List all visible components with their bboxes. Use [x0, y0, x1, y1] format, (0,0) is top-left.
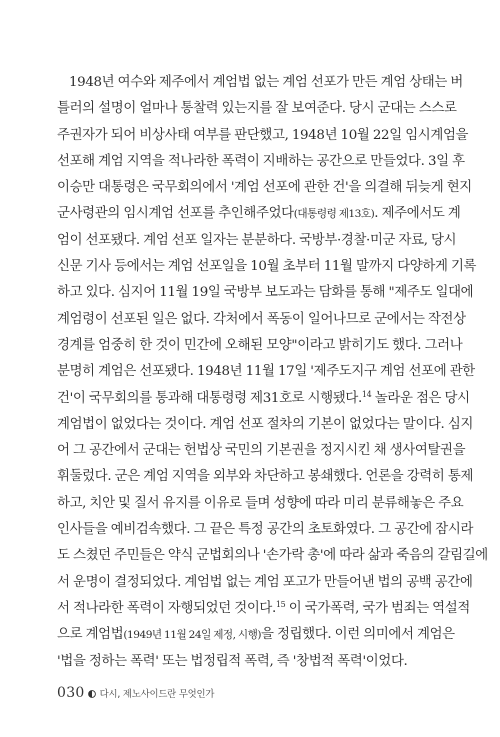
text-line: 계엄법이 없었다는 것이다. 계엄 선포 절차의 기본이 없었다는 말이다. 심지: [57, 416, 474, 432]
text-line: [57, 596, 470, 622]
text-line: [57, 622, 455, 648]
citation-text: (1949년 11월 24일 제정, 시행): [123, 629, 262, 642]
citation-text: (대통령령 제13호): [293, 208, 375, 221]
running-title: 다시, 제노사이드란 무엇인가: [99, 689, 215, 700]
text-line: 인사들을 예비검속했다. 그 끝은 특정 공간의 초토화였다. 그 공간에 잠시라: [57, 522, 474, 538]
text-line: 틀러의 설명이 얼마나 통찰력 있는지를 잘 보여준다. 당시 군대는 스스로: [57, 101, 457, 117]
text-run: . 제주에서도 계: [374, 206, 461, 222]
text-line: 계엄령이 선포된 일은 없다. 각처에서 폭동이 일어나므로 군에서는 작전상: [57, 311, 466, 327]
footnote-marker: 14: [361, 389, 372, 399]
text-line: 하고 있다. 심지어 11월 19일 국방부 보도과는 담화를 통해 "제주도 일대에: [57, 285, 474, 301]
text-line: 어 그 공간에서 군대는 헌법상 국민의 기본권을 정지시킨 채 생사여탈권을: [57, 443, 466, 459]
text-line: 신문 기사 등에서는 계엄 선포일을 10월 초부터 11월 말까지 다양하게 기록: [57, 259, 477, 275]
page-number: 030: [57, 685, 85, 701]
text-line: 하고, 치안 및 질서 유지를 이유로 들며 성향에 따라 미리 분류해놓은 주요: [57, 495, 464, 511]
text-line: '법을 정하는 폭력' 또는 법정립적 폭력, 즉 '창법적 폭력'이었다.: [57, 653, 408, 669]
text-line: 주권자가 되어 비상사태 여부를 판단했고, 1948년 10월 22일 임시계엄을: [57, 127, 469, 143]
text-line: [57, 70, 463, 96]
body-paragraph: [57, 70, 488, 675]
text-line: [57, 386, 470, 412]
text-line: 분명히 계엄은 선포됐다. 1948년 11월 17일 '제주도지구 계엄 선포에 관한: [57, 364, 475, 380]
text-line: 이승만 대통령은 국무회의에서 '계엄 선포에 관한 건'을 의결해 뒤늦게 현지: [57, 180, 472, 196]
text-line: 휘둘렀다. 군은 계엄 지역을 외부와 차단하고 봉쇄했다. 언론을 강력히 통제: [57, 469, 474, 485]
text-run: 이 국가폭력, 국가 범죄는 역설적: [285, 600, 470, 616]
text-run: 1948년 여수와 제주에서 계엄법 없는 계엄 선포가 만든 계엄 상태는 버: [69, 75, 463, 90]
text-line: 선포해 계엄 지역을 적나라한 폭력이 지배하는 공간으로 만들었다. 3일 후: [57, 153, 465, 169]
text-run: 놀라운 점은 당시: [371, 390, 470, 406]
text-line: [57, 201, 461, 227]
text-line: 도 스쳤던 주민들은 약식 군법회의나 '손가락 총'에 따라 삶과 죽음의 갈림길에: [57, 548, 488, 564]
half-filled-circle-icon: [88, 689, 96, 697]
footnote-marker: 15: [275, 599, 286, 609]
page-footer: [57, 685, 214, 701]
text-run: 군사령관의 임시계엄 선포를 추인해주었다: [57, 206, 294, 222]
text-line: 엄이 선포됐다. 계엄 선포 일자는 분분하다. 국방부·경찰·미군 자료, 당시: [57, 232, 457, 248]
text-run: 건'이 국무회의를 통과해 대통령령 제31호로 시행됐다.: [57, 390, 362, 406]
text-run: 서 적나라한 폭력이 자행되었던 것이다.: [57, 600, 276, 616]
text-run: 으로 계엄법: [57, 627, 124, 643]
text-line: 서 운명이 결정되었다. 계엄법 없는 계엄 포고가 만들어낸 법의 공백 공간에: [57, 574, 473, 590]
text-run: 을 정립했다. 이런 의미에서 계엄은: [261, 627, 455, 643]
text-line: 경계를 엄중히 한 것이 민간에 오해된 모양"이라고 밝히기도 했다. 그러나: [57, 337, 463, 353]
